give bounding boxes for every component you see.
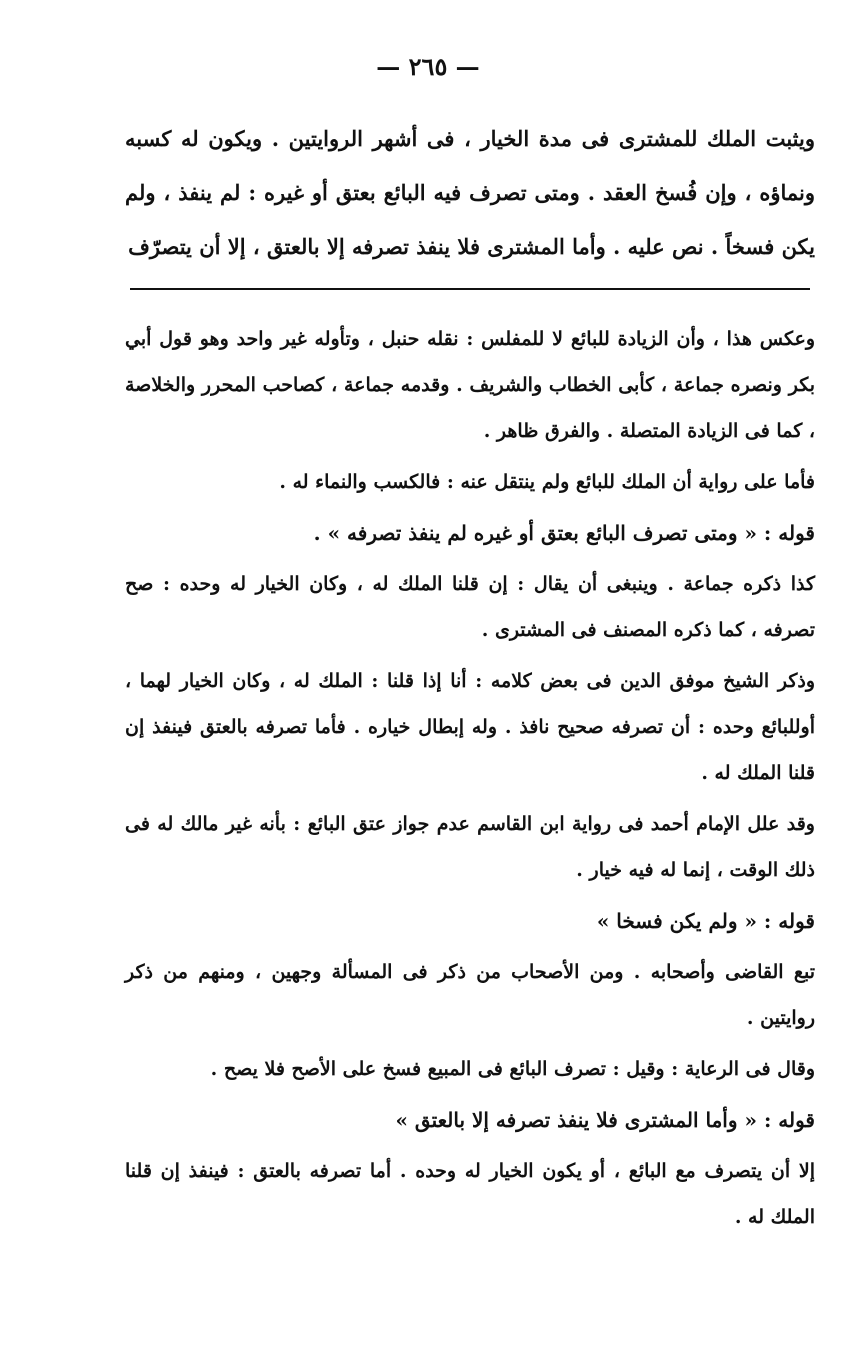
- page-number: — ٢٦٥ —: [376, 52, 480, 81]
- commentary-paragraph: وقال فى الرعاية : وقيل : تصرف البائع فى المبيع فسخ على الأصح فلا يصح .: [210, 1058, 815, 1080]
- separator-rule: [130, 288, 810, 290]
- commentary: [125, 316, 815, 1245]
- main-text: [125, 112, 815, 274]
- commentary-paragraph: وذكر الشيخ موفق الدين فى بعض كلامه : أنا إذا قلنا : الملك له ، وكان الخيار لهما ، أوللبائع وحده : أن تصرفه صحيح نافذ . وله إبطال خياره . فأما تصرفه بالعتق فينفذ إن قلنا الملك له .: [125, 670, 815, 784]
- commentary-paragraph: فأما على رواية أن الملك للبائع ولم ينتقل عنه : فالكسب والنماء له .: [279, 471, 815, 493]
- commentary-paragraph: وعكس هذا ، وأن الزيادة للبائع لا للمفلس : نقله حنبل ، وتأوله غير واحد وهو قول أبي بكر ونصره جماعة ، كأبى الخطاب والشريف . وقدمه جماعة ، كصاحب المحرر والخلاصة ، كما فى الزيادة المتصلة . والفرق ظاهر .: [125, 328, 815, 442]
- main-paragraph: ويثبت الملك للمشترى فى مدة الخيار ، فى أشهر الروايتين . ويكون له كسبه ونماؤه ، وإن فُسخ العقد . ومتى تصرف فيه البائع بعتق أو غيره : لم ينفذ ، ولم يكن فسخاً . نص عليه . وأما المشترى فلا ينفذ تصرفه إلا بالعتق ، إلا أن يتصرّف: [125, 126, 815, 259]
- quote-heading: قوله : « ولم يكن فسخا »: [596, 909, 815, 933]
- quote-heading: قوله : « وأما المشترى فلا ينفذ تصرفه إلا بالعتق »: [395, 1108, 815, 1132]
- quote-heading: قوله : « ومتى تصرف البائع بعتق أو غيره لم ينفذ تصرفه » .: [313, 521, 815, 545]
- commentary-paragraph: كذا ذكره جماعة . وينبغى أن يقال : إن قلنا الملك له ، وكان الخيار له وحده : صح تصرفه ، كما ذكره المصنف فى المشترى .: [125, 573, 815, 641]
- commentary-paragraph: إلا أن يتصرف مع البائع ، أو يكون الخيار له وحده . أما تصرفه بالعتق : فينفذ إن قلنا الملك له .: [125, 1160, 815, 1228]
- commentary-paragraph: وقد علل الإمام أحمد فى رواية ابن القاسم عدم جواز عتق البائع : بأنه غير مالك له فى ذلك الوقت ، إنما له فيه خيار .: [125, 813, 815, 881]
- commentary-paragraph: تبع القاضى وأصحابه . ومن الأصحاب من ذكر فى المسألة وجهين ، ومنهم من ذكر روايتين .: [125, 961, 815, 1029]
